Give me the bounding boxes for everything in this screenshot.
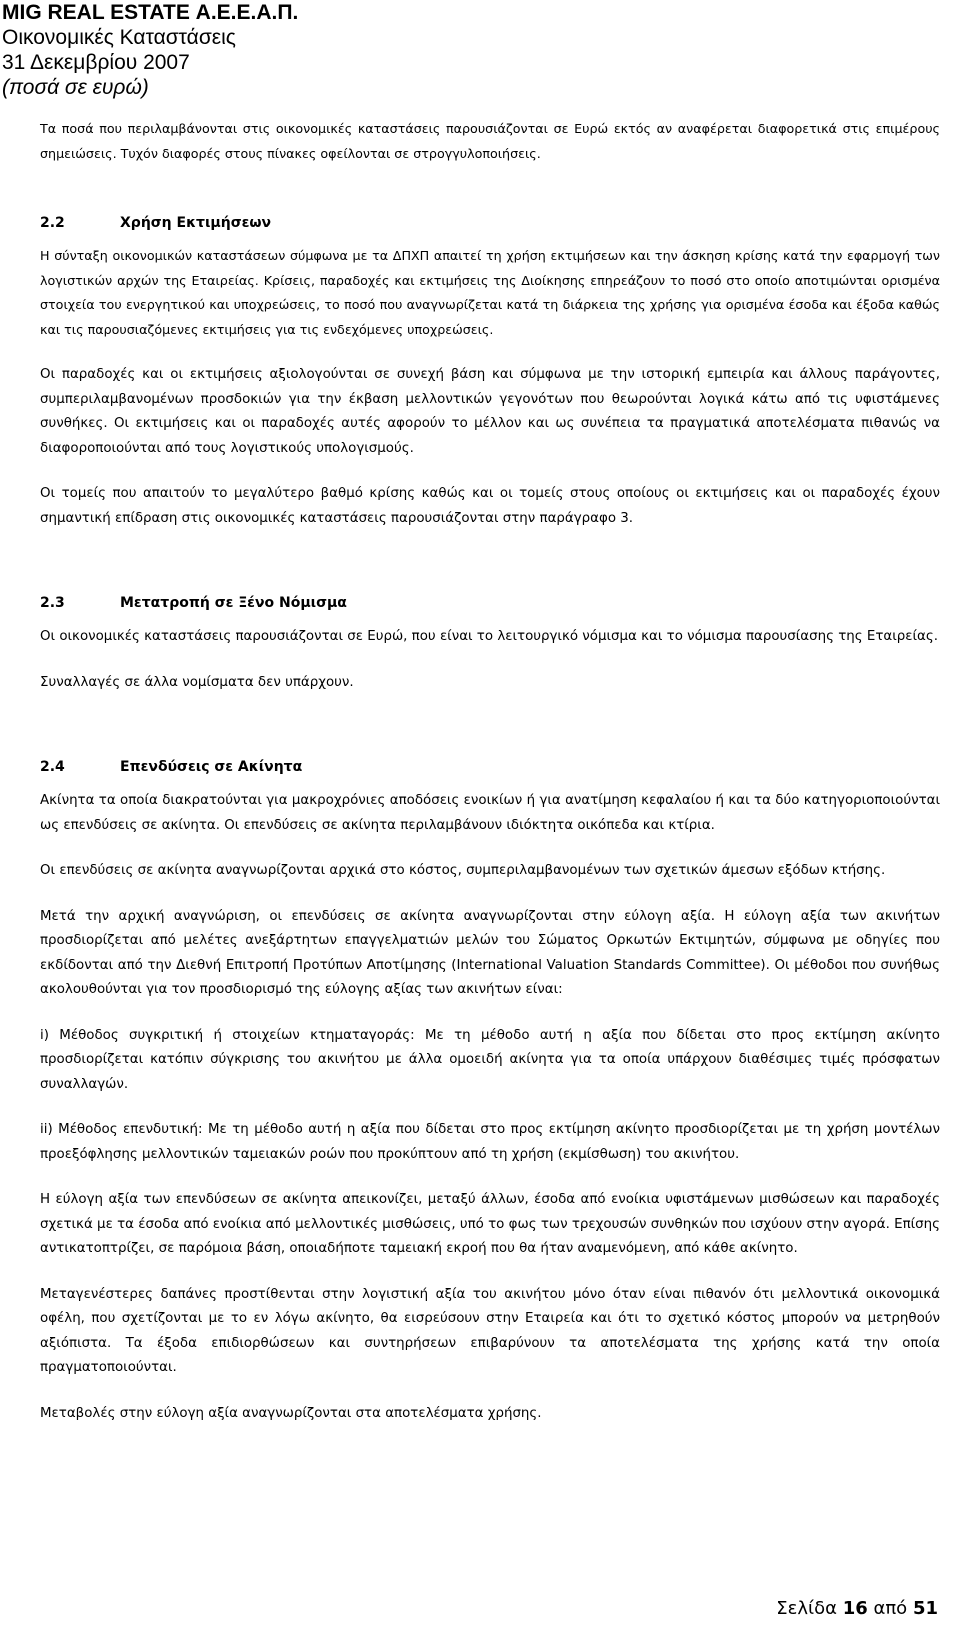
of-word: από [873, 1598, 908, 1619]
paragraph: Μεταγενέστερες δαπάνες προστίθενται στην λογιστική αξία του ακινήτου μόνο όταν είναι πιθανόν ότι μελλοντικά οικονομικά οφέλη, που σχετίζονται με το εν λόγω ακίνητο, θα εισρεύσουν στην Εταιρεία και ότι το σχετικό κόστος μπορούν να μετρηθούν αξιόπιστα. Τα έξοδα επιδιορθώσεων και συντηρήσεων επιβαρύνουν τα αποτελέσματα της χρήσης κατά την οποία πραγματοποιούνται. [40, 1286, 940, 1375]
company-name: MIG REAL ESTATE Α.Ε.Ε.Α.Π. [2, 1, 299, 24]
page-header [2, 0, 298, 100]
paragraph: Οι τομείς που απαιτούν το μεγαλύτερο βαθμό κρίσης καθώς και οι τομείς στους οποίους οι εκτιμήσεις και οι παραδοχές έχουν σημαντική επίδραση στις οικονομικές καταστάσεις παρουσιάζονται στην παράγραφο 3. [40, 486, 940, 526]
page-number [776, 1596, 938, 1622]
paragraph: Μεταβολές στην εύλογη αξία αναγνωρίζονται στα αποτελέσματα χρήσης. [40, 1405, 542, 1421]
section-heading-2-4 [40, 755, 940, 779]
section-heading-2-3 [40, 591, 940, 615]
paragraph: Η σύνταξη οικονομικών καταστάσεων σύμφωνα με τα ΔΠΧΠ απαιτεί τη χρήση εκτιμήσεων και την άσκηση κρίσης κατά την εφαρμογή των λογιστικών αρχών της Εταιρείας. Κρίσεις, παραδοχές και εκτιμήσεις της Διοίκησης επηρεάζουν το ποσό στο οποίο αποτιμώνται ορισμένα στοιχεία του ενεργητικού και υποχρεώσεις, το ποσό που αναγνωρίζεται κατά τη διάρκεια της χρήσης για ορισμένα έσοδα και έξοδα καθώς και τις παρουσιαζόμενες εκτιμήσεις για τις ενδεχόμενες υποχρεώσεις. [40, 248, 940, 337]
paragraph: Οι παραδοχές και οι εκτιμήσεις αξιολογούνται σε συνεχή βάση και σύμφωνα με την ιστορική εμπειρία και άλλους παράγοντες, συμπεριλαμβανομένων προσδοκιών για την έκβαση μελλοντικών γεγονότων που θεωρούνται λογικά κάτω από τις υφιστάμενες συνθήκες. Οι εκτιμήσεις και οι παραδοχές αυτές αφορούν το μέλλον και ως συνέπεια τα πραγματικά αποτελέσματα πιθανώς να διαφοροποιούνται από τους λογιστικούς υπολογισμούς. [40, 367, 940, 456]
current-page: 16 [842, 1598, 868, 1619]
section-number: 2.4 [40, 759, 65, 775]
paragraph: Οι οικονομικές καταστάσεις παρουσιάζονται σε Ευρώ, που είναι το λειτουργικό νόμισμα και το νόμισμα παρουσίασης της Εταιρείας. [40, 629, 938, 644]
section-title: Μετατροπή σε Ξένο Νόμισμα [120, 595, 347, 611]
section-heading-2-2 [40, 211, 940, 235]
document-body [40, 117, 940, 1426]
report-date: 31 Δεκεμβρίου 2007 [2, 51, 190, 74]
section-title: Επενδύσεις σε Ακίνητα [120, 759, 303, 775]
section-title: Χρήση Εκτιμήσεων [120, 215, 272, 231]
page-word: Σελίδα [776, 1598, 837, 1619]
paragraph: Μετά την αρχική αναγνώριση, οι επενδύσεις σε ακίνητα αναγνωρίζονται στην εύλογη αξία. Η εύλογη αξία των ακινήτων προσδιορίζεται από μελέτες ανεξάρτητων επαγγελματιών μελών του Σώματος Ορκωτών Εκτιμητών, σύμφωνα με οδηγίες που εκδίδονται από την Διεθνή Επιτροπή Προτύπων Αποτίμησης (International Valuation Standards Committee). Οι μέθοδοι που συνήθως ακολουθούνται για τον προσδιορισμό της εύλογης αξίας των ακινήτων είναι: [40, 908, 940, 997]
paragraph: Οι επενδύσεις σε ακίνητα αναγνωρίζονται αρχικά στο κόστος, συμπεριλαμβανομένων των σχετικών άμεσων εξόδων κτήσης. [40, 863, 886, 878]
paragraph: ii) Μέθοδος επενδυτική: Με τη μέθοδο αυτή η αξία που δίδεται στο προς εκτίμηση ακίνητο προσδιορίζεται με τη χρήση μοντέλων προεξόφλησης μελλοντικών ταμειακών ροών που προκύπτουν από τη χρήση (εκμίσθωση) του ακινήτου. [40, 1122, 940, 1162]
paragraph: Η εύλογη αξία των επενδύσεων σε ακίνητα απεικονίζει, μεταξύ άλλων, έσοδα από ενοίκια υφιστάμενων μισθώσεων και παραδοχές σχετικά με τα έσοδα από ενοίκια από μελλοντικές μισθώσεις, υπό το φως των τρεχουσών συνθηκών που ισχύουν στην αγορά. Επίσης αντικατοπτρίζει, σε παρόμοια βάση, οποιαδήποτε ταμειακή εκροή που θα ήταν αναμενόμενη, από κάθε ακίνητο. [40, 1192, 940, 1256]
paragraph: Συναλλαγές σε άλλα νομίσματα δεν υπάρχουν. [40, 674, 354, 690]
intro-paragraph: Τα ποσά που περιλαμβάνονται στις οικονομικές καταστάσεις παρουσιάζονται σε Ευρώ εκτός αν αναφέρεται διαφορετικά στις επιμέρους σημειώσεις. Τυχόν διαφορές στους πίνακες οφείλονται σε στρογγυλοποιήσεις. [40, 121, 940, 161]
total-pages: 51 [912, 1598, 938, 1619]
paragraph: Ακίνητα τα οποία διακρατούνται για μακροχρόνιες αποδόσεις ενοικίων ή για ανατίμηση κεφαλαίου ή και τα δύο κατηγοριοποιούνται ως επενδύσεις σε ακίνητα. Οι επενδύσεις σε ακίνητα περιλαμβάνουν ιδιόκτητα οικόπεδα και κτίρια. [40, 793, 940, 833]
currency-note: (ποσά σε ευρώ) [2, 76, 149, 99]
section-number: 2.2 [40, 215, 65, 231]
document-title: Οικονομικές Καταστάσεις [2, 26, 236, 49]
paragraph: i) Μέθοδος συγκριτική ή στοιχείων κτηματαγοράς: Με τη μέθοδο αυτή η αξία που δίδεται στο προς εκτίμηση ακίνητο προσδιορίζεται κατόπιν σύγκρισης του ακινήτου με άλλα ομοειδή ακίνητα για τα οποία υπάρχουν διαθέσιμες τιμές πρόσφατων συναλλαγών. [40, 1027, 940, 1092]
section-number: 2.3 [40, 595, 65, 611]
